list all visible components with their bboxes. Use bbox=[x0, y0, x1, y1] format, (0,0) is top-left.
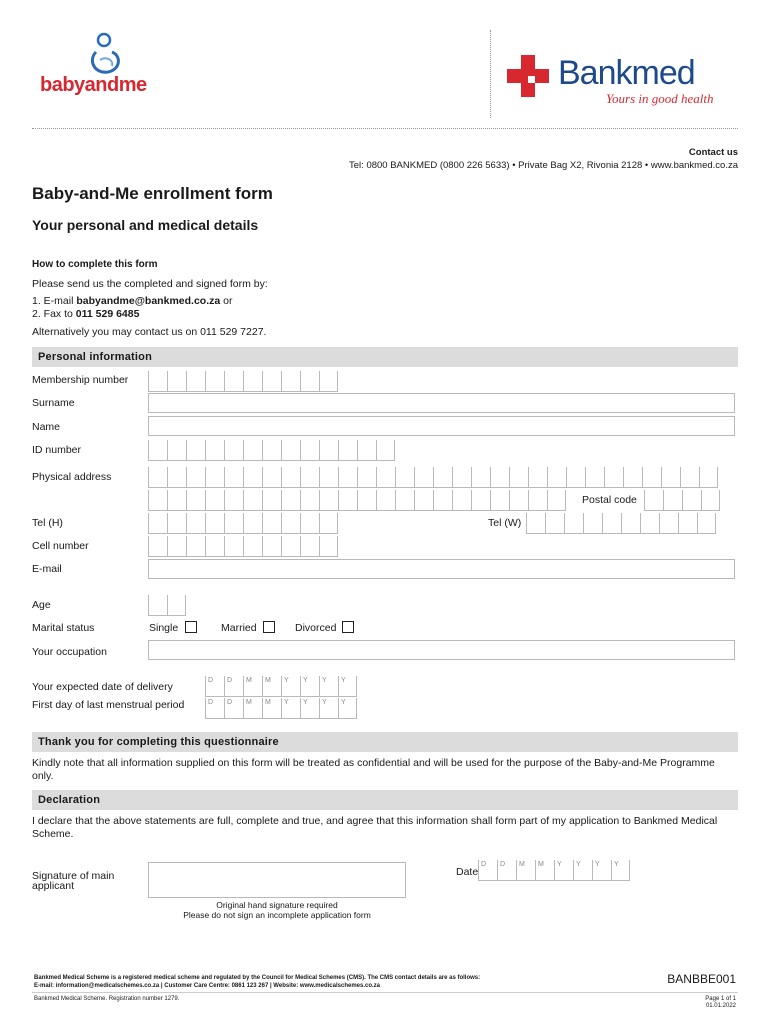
contact-line: Tel: 0800 BANKMED (0800 226 5633) • Private Bag X2, Rivonia 2128 • www.bankmed.co.za bbox=[349, 160, 738, 171]
input-cell[interactable] bbox=[224, 698, 243, 718]
input-cell[interactable] bbox=[490, 490, 509, 510]
input-cell[interactable] bbox=[509, 467, 528, 487]
input-cell[interactable] bbox=[243, 371, 262, 391]
input-cell[interactable] bbox=[433, 467, 452, 487]
date-placeholder: D bbox=[500, 861, 506, 868]
contact-heading: Contact us bbox=[688, 147, 738, 158]
single-checkbox[interactable] bbox=[185, 621, 197, 633]
input-cell[interactable] bbox=[300, 490, 319, 510]
input-cell[interactable] bbox=[678, 513, 697, 533]
input-cell[interactable] bbox=[243, 490, 262, 510]
date-placeholder: D bbox=[208, 677, 214, 684]
how-to-option-email: 1. E-mail babyandme@bankmed.co.za or bbox=[32, 295, 233, 307]
input-cell[interactable] bbox=[281, 440, 300, 460]
input-cell[interactable] bbox=[224, 676, 243, 696]
input-cell[interactable] bbox=[490, 467, 509, 487]
input-cell[interactable] bbox=[338, 698, 357, 718]
input-cell[interactable] bbox=[148, 490, 167, 510]
input-cell[interactable] bbox=[319, 513, 338, 533]
input-cell[interactable] bbox=[642, 467, 661, 487]
last-menstrual-date-input[interactable] bbox=[205, 698, 357, 719]
input-cell[interactable] bbox=[224, 513, 243, 533]
form-version: 01.01.2022 bbox=[705, 1003, 736, 1009]
input-cell[interactable] bbox=[357, 440, 376, 460]
tel-h-label: Tel (H) bbox=[32, 517, 63, 529]
input-cell[interactable] bbox=[319, 676, 338, 696]
input-cell[interactable] bbox=[186, 513, 205, 533]
input-cell[interactable] bbox=[585, 467, 604, 487]
input-cell[interactable] bbox=[281, 467, 300, 487]
date-placeholder: D bbox=[227, 699, 233, 706]
input-cell[interactable] bbox=[661, 467, 680, 487]
input-cell[interactable] bbox=[338, 676, 357, 696]
input-cell[interactable] bbox=[205, 371, 224, 391]
tel-h-input[interactable] bbox=[148, 513, 338, 534]
input-cell[interactable] bbox=[535, 860, 554, 880]
input-cell[interactable] bbox=[300, 467, 319, 487]
input-cell[interactable] bbox=[205, 467, 224, 487]
how-to-heading: How to complete this form bbox=[32, 259, 158, 270]
input-cell[interactable] bbox=[319, 698, 338, 718]
input-cell[interactable] bbox=[243, 467, 262, 487]
input-cell[interactable] bbox=[243, 698, 262, 718]
section-declaration: Declaration bbox=[32, 790, 738, 810]
input-cell[interactable] bbox=[224, 440, 243, 460]
date-placeholder: Y bbox=[322, 677, 327, 684]
input-cell[interactable] bbox=[262, 371, 281, 391]
input-cell[interactable] bbox=[224, 467, 243, 487]
divorced-checkbox[interactable] bbox=[342, 621, 354, 633]
date-placeholder: Y bbox=[341, 699, 346, 706]
input-cell[interactable] bbox=[338, 440, 357, 460]
input-cell[interactable] bbox=[262, 490, 281, 510]
cell-number-input[interactable] bbox=[148, 536, 338, 557]
postal-code-label: Postal code bbox=[582, 494, 637, 506]
date-placeholder: D bbox=[481, 861, 487, 868]
occupation-label: Your occupation bbox=[32, 646, 107, 658]
input-cell[interactable] bbox=[186, 371, 205, 391]
bankmed-cross-icon bbox=[507, 55, 549, 97]
input-cell[interactable] bbox=[583, 513, 602, 533]
expected-delivery-date-input[interactable] bbox=[205, 676, 357, 697]
id-number-input[interactable] bbox=[148, 440, 395, 461]
date-placeholder: Y bbox=[576, 861, 581, 868]
input-cell[interactable] bbox=[564, 513, 583, 533]
input-cell[interactable] bbox=[338, 490, 357, 510]
input-cell[interactable] bbox=[167, 371, 186, 391]
input-cell[interactable] bbox=[547, 467, 566, 487]
date-placeholder: D bbox=[208, 699, 214, 706]
input-cell[interactable] bbox=[682, 490, 701, 510]
input-cell[interactable] bbox=[623, 467, 642, 487]
input-cell[interactable] bbox=[526, 513, 545, 533]
input-cell[interactable] bbox=[243, 440, 262, 460]
input-cell[interactable] bbox=[699, 467, 718, 487]
date-placeholder: M bbox=[246, 677, 252, 684]
input-cell[interactable] bbox=[167, 440, 186, 460]
input-cell[interactable] bbox=[509, 490, 528, 510]
signature-label: Signature of main applicant bbox=[32, 870, 115, 892]
input-cell[interactable] bbox=[148, 440, 167, 460]
married-label: Married bbox=[221, 622, 257, 634]
input-cell[interactable] bbox=[300, 676, 319, 696]
input-cell[interactable] bbox=[516, 860, 535, 880]
section-thank-you: Thank you for completing this questionnaire bbox=[32, 732, 738, 752]
input-cell[interactable] bbox=[205, 440, 224, 460]
input-cell[interactable] bbox=[205, 698, 224, 718]
input-cell[interactable] bbox=[167, 490, 186, 510]
page-number: Page 1 of 1 bbox=[705, 996, 736, 1002]
input-cell[interactable] bbox=[300, 371, 319, 391]
input-cell[interactable] bbox=[243, 513, 262, 533]
membership-number-input[interactable] bbox=[148, 371, 338, 392]
name-label: Name bbox=[32, 421, 61, 433]
page-title: Baby-and-Me enrollment form bbox=[32, 184, 273, 203]
input-cell[interactable] bbox=[281, 676, 300, 696]
input-cell[interactable] bbox=[262, 698, 281, 718]
input-cell[interactable] bbox=[300, 513, 319, 533]
physical-address-line-1[interactable] bbox=[148, 467, 718, 488]
input-cell[interactable] bbox=[338, 467, 357, 487]
input-cell[interactable] bbox=[602, 513, 621, 533]
input-cell[interactable] bbox=[357, 467, 376, 487]
input-cell[interactable] bbox=[243, 676, 262, 696]
age-label: Age bbox=[32, 599, 51, 611]
thank-you-text: Kindly note that all information supplied on this form will be treated as confidential and will be used for the purpose of the Baby-and-Me Programme only. bbox=[32, 757, 715, 782]
input-cell[interactable] bbox=[167, 467, 186, 487]
declaration-text: I declare that the above statements are full, complete and true, and agree that this information shall form part of my application to Bankmed Medical Scheme. bbox=[32, 815, 718, 840]
how-to-alternative: Alternatively you may contact us on 011 529 7227. bbox=[32, 326, 267, 338]
input-cell[interactable] bbox=[376, 467, 395, 487]
postal-code-input[interactable] bbox=[644, 490, 720, 511]
email-label: E-mail bbox=[32, 563, 62, 575]
how-to-intro: Please send us the completed and signed form by: bbox=[32, 278, 268, 290]
input-cell[interactable] bbox=[205, 536, 224, 556]
tel-w-label: Tel (W) bbox=[488, 517, 522, 529]
input-cell[interactable] bbox=[224, 371, 243, 391]
input-cell[interactable] bbox=[547, 490, 566, 510]
input-cell[interactable] bbox=[300, 698, 319, 718]
input-cell[interactable] bbox=[433, 490, 452, 510]
surname-label: Surname bbox=[32, 397, 75, 409]
surname-input[interactable] bbox=[148, 393, 735, 413]
input-cell[interactable] bbox=[554, 860, 573, 880]
date-placeholder: M bbox=[265, 677, 271, 684]
name-input[interactable] bbox=[148, 416, 735, 436]
page-subtitle: Your personal and medical details bbox=[32, 217, 259, 233]
input-cell[interactable] bbox=[611, 860, 630, 880]
bankmed-tagline: Yours in good health bbox=[606, 91, 714, 106]
input-cell[interactable] bbox=[376, 440, 395, 460]
input-cell[interactable] bbox=[205, 490, 224, 510]
date-placeholder: Y bbox=[303, 699, 308, 706]
input-cell[interactable] bbox=[697, 513, 716, 533]
input-cell[interactable] bbox=[186, 490, 205, 510]
date-placeholder: Y bbox=[322, 699, 327, 706]
input-cell[interactable] bbox=[148, 467, 167, 487]
date-placeholder: Y bbox=[284, 677, 289, 684]
input-cell[interactable] bbox=[167, 595, 186, 615]
divorced-label: Divorced bbox=[295, 622, 337, 634]
input-cell[interactable] bbox=[357, 490, 376, 510]
input-cell[interactable] bbox=[167, 536, 186, 556]
input-cell[interactable] bbox=[478, 860, 497, 880]
input-cell[interactable] bbox=[148, 371, 167, 391]
id-number-label: ID number bbox=[32, 444, 82, 456]
input-cell[interactable] bbox=[205, 513, 224, 533]
input-cell[interactable] bbox=[528, 490, 547, 510]
date-placeholder: M bbox=[538, 861, 544, 868]
input-cell[interactable] bbox=[621, 513, 640, 533]
date-placeholder: Y bbox=[284, 699, 289, 706]
input-cell[interactable] bbox=[186, 440, 205, 460]
input-cell[interactable] bbox=[319, 536, 338, 556]
date-placeholder: M bbox=[246, 699, 252, 706]
footer-cms-line-2: E-mail: information@medicalschemes.co.za | Customer Care Centre: 0861 123 267 | Website: www.medicalschemes.co.za bbox=[34, 983, 381, 989]
header-divider-vertical bbox=[490, 30, 491, 118]
date-placeholder: Y bbox=[303, 677, 308, 684]
input-cell[interactable] bbox=[663, 490, 682, 510]
email-address: babyandme@bankmed.co.za bbox=[76, 295, 221, 307]
input-cell[interactable] bbox=[414, 490, 433, 510]
header-divider bbox=[32, 128, 738, 129]
date-placeholder: D bbox=[227, 677, 233, 684]
date-placeholder: Y bbox=[595, 861, 600, 868]
input-cell[interactable] bbox=[659, 513, 678, 533]
input-cell[interactable] bbox=[497, 860, 516, 880]
signature-note: Original hand signature required Please do not sign an incomplete application form bbox=[183, 900, 371, 920]
input-cell[interactable] bbox=[262, 467, 281, 487]
bankmed-logo-name: Bankmed bbox=[558, 54, 695, 92]
input-cell[interactable] bbox=[148, 595, 167, 615]
input-cell[interactable] bbox=[452, 490, 471, 510]
input-cell[interactable] bbox=[395, 490, 414, 510]
last-menstrual-label: First day of last menstrual period bbox=[32, 699, 185, 711]
input-cell[interactable] bbox=[573, 860, 592, 880]
input-cell[interactable] bbox=[281, 490, 300, 510]
input-cell[interactable] bbox=[224, 490, 243, 510]
input-cell[interactable] bbox=[186, 467, 205, 487]
input-cell[interactable] bbox=[262, 513, 281, 533]
baby-and-me-wordmark: babyandme bbox=[40, 74, 147, 96]
form-code: BANBBE001 bbox=[667, 972, 736, 986]
fax-number: 011 529 6485 bbox=[75, 308, 140, 320]
cell-number-label: Cell number bbox=[32, 540, 89, 552]
how-to-option-fax: 2. Fax to 011 529 6485 bbox=[32, 308, 140, 320]
input-cell[interactable] bbox=[262, 676, 281, 696]
input-cell[interactable] bbox=[281, 536, 300, 556]
input-cell[interactable] bbox=[319, 490, 338, 510]
date-placeholder: M bbox=[265, 699, 271, 706]
input-cell[interactable] bbox=[414, 467, 433, 487]
input-cell[interactable] bbox=[281, 698, 300, 718]
input-cell[interactable] bbox=[680, 467, 699, 487]
input-cell[interactable] bbox=[148, 536, 167, 556]
signature-box[interactable] bbox=[148, 862, 406, 898]
input-cell[interactable] bbox=[640, 513, 659, 533]
input-cell[interactable] bbox=[262, 440, 281, 460]
footer-cms-line-1: Bankmed Medical Scheme is a registered medical scheme and regulated by the Council for Medical Schemes (CMS). The CMS contact details are as follows: bbox=[34, 975, 481, 981]
physical-address-line-2[interactable] bbox=[148, 490, 566, 511]
email-input[interactable] bbox=[148, 559, 735, 579]
footer-divider bbox=[32, 992, 738, 993]
marital-status-label: Marital status bbox=[32, 622, 95, 634]
input-cell[interactable] bbox=[186, 536, 205, 556]
input-cell[interactable] bbox=[545, 513, 564, 533]
input-cell[interactable] bbox=[592, 860, 611, 880]
declaration-date-input[interactable] bbox=[478, 860, 630, 881]
input-cell[interactable] bbox=[319, 467, 338, 487]
date-placeholder: Y bbox=[341, 677, 346, 684]
input-cell[interactable] bbox=[262, 536, 281, 556]
single-label: Single bbox=[149, 622, 179, 634]
input-cell[interactable] bbox=[205, 676, 224, 696]
input-cell[interactable] bbox=[644, 490, 663, 510]
physical-address-label: Physical address bbox=[32, 471, 112, 483]
date-placeholder: M bbox=[519, 861, 525, 868]
expected-delivery-label: Your expected date of delivery bbox=[32, 681, 173, 693]
input-cell[interactable] bbox=[376, 490, 395, 510]
date-placeholder: Y bbox=[557, 861, 562, 868]
married-checkbox[interactable] bbox=[263, 621, 275, 633]
input-cell[interactable] bbox=[243, 536, 262, 556]
input-cell[interactable] bbox=[528, 467, 547, 487]
membership-number-label: Membership number bbox=[32, 374, 129, 386]
input-cell[interactable] bbox=[300, 440, 319, 460]
input-cell[interactable] bbox=[604, 467, 623, 487]
date-label: Date bbox=[456, 866, 479, 878]
input-cell[interactable] bbox=[281, 513, 300, 533]
section-personal-information: Personal information bbox=[32, 347, 738, 367]
input-cell[interactable] bbox=[224, 536, 243, 556]
input-cell[interactable] bbox=[319, 440, 338, 460]
input-cell[interactable] bbox=[452, 467, 471, 487]
input-cell[interactable] bbox=[471, 490, 490, 510]
input-cell[interactable] bbox=[566, 467, 585, 487]
input-cell[interactable] bbox=[395, 467, 414, 487]
date-placeholder: Y bbox=[614, 861, 619, 868]
occupation-input[interactable] bbox=[148, 640, 735, 660]
input-cell[interactable] bbox=[148, 513, 167, 533]
input-cell[interactable] bbox=[701, 490, 720, 510]
footer-registration: Bankmed Medical Scheme. Registration number 1279. bbox=[34, 996, 180, 1002]
input-cell[interactable] bbox=[281, 371, 300, 391]
input-cell[interactable] bbox=[300, 536, 319, 556]
tel-w-input[interactable] bbox=[526, 513, 716, 534]
age-input[interactable] bbox=[148, 595, 186, 616]
input-cell[interactable] bbox=[167, 513, 186, 533]
input-cell[interactable] bbox=[319, 371, 338, 391]
input-cell[interactable] bbox=[471, 467, 490, 487]
